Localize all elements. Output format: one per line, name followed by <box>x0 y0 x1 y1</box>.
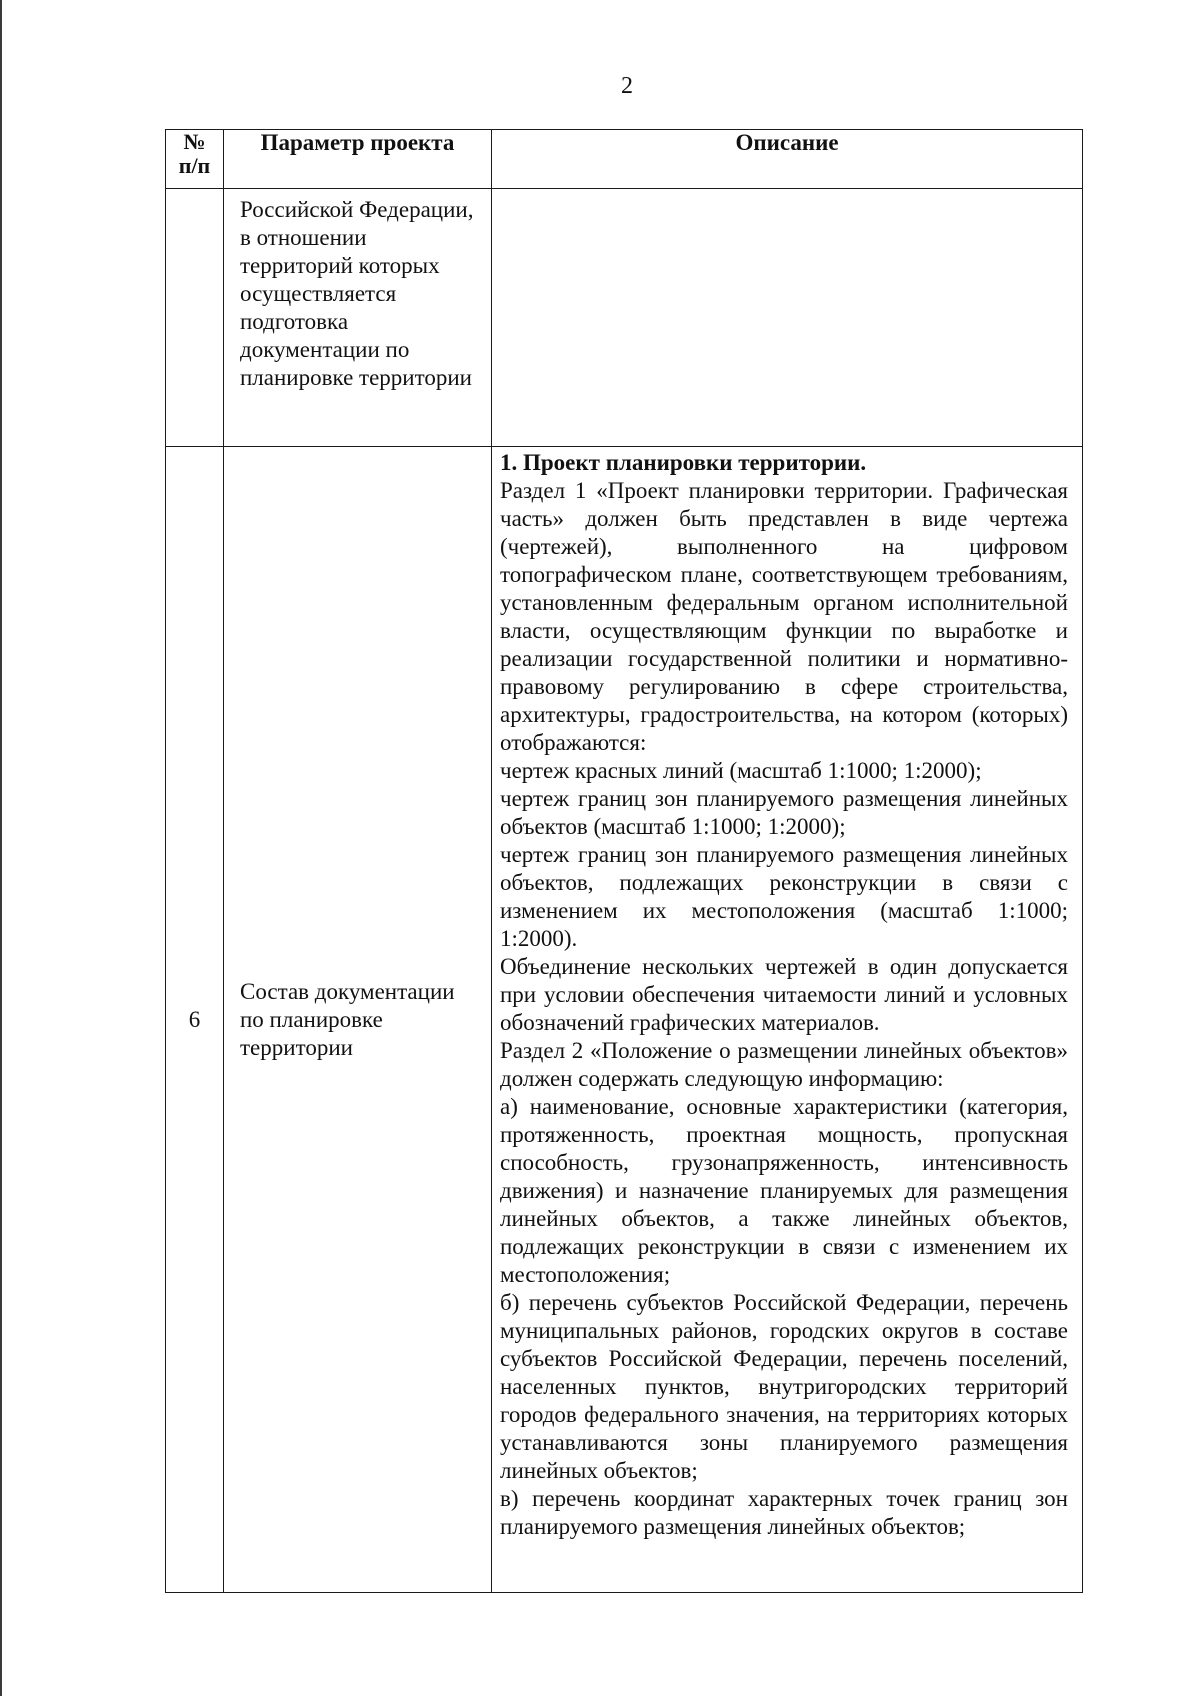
page-number: 2 <box>621 73 633 99</box>
description-paragraph: Объединение нескольких чертежей в один допускается при условии обеспечения читаемости линий и условных обозначений графических материалов. <box>500 954 1068 1035</box>
header-number <box>166 130 224 189</box>
description-paragraph: а) наименование, основные характеристики (категория, протяженность, проектная мощность, пропускная способность, грузонапряженность, интенсивность движения) и назначение планируемых для размещения линейных объектов, а также линейных объектов, подлежащих реконструкции в связи с изменением их местоположения; <box>500 1094 1068 1287</box>
description-paragraph: чертеж границ зон планируемого размещения линейных объектов, подлежащих реконструкции в связи с изменением их местоположения (масштаб 1:1000; 1:2000). <box>500 842 1068 951</box>
description-paragraph: б) перечень субъектов Российской Федерации, перечень муниципальных районов, городских округов в составе субъектов Российской Федерации, перечень поселений, населенных пунктов, внутригородских территорий городов федерального значения, на территориях которых устанавливаются зоны планируемого размещения линейных объектов; <box>500 1290 1068 1483</box>
description-paragraph: в) перечень координат характерных точек границ зон планируемого размещения линейных объектов; <box>500 1486 1068 1539</box>
row-number-cell <box>166 189 224 447</box>
table-header-row <box>166 130 1083 189</box>
section-heading: 1. Проект планировки территории. <box>500 450 867 475</box>
header-description: Описание <box>492 130 1083 189</box>
row-parameter-cell: Состав документации по планировке территории <box>224 447 492 1593</box>
description-paragraph: чертеж границ зон планируемого размещения линейных объектов (масштаб 1:1000; 1:2000); <box>500 786 1068 839</box>
table-row <box>166 447 1083 1593</box>
header-parameter: Параметр проекта <box>224 130 492 189</box>
description-paragraph: чертеж красных линий (масштаб 1:1000; 1:2000); <box>500 758 982 783</box>
parameters-table <box>165 129 1083 1593</box>
row-description-cell <box>492 447 1083 1593</box>
scan-edge <box>0 0 2 1696</box>
row-parameter-cell: Российской Федерации, в отношении территорий которых осуществляется подготовка документации по планировке территории <box>224 189 492 447</box>
description-paragraph: Раздел 2 «Положение о размещении линейных объектов» должен содержать следующую информацию: <box>500 1038 1068 1091</box>
header-number-sign: № <box>183 129 206 154</box>
row-description-cell <box>492 189 1083 447</box>
table-row <box>166 189 1083 447</box>
header-number-abbr: п/п <box>178 153 211 178</box>
row-number-cell: 6 <box>166 447 224 1593</box>
description-paragraph: Раздел 1 «Проект планировки территории. Графическая часть» должен быть представлен в виде чертежа (чертежей), выполненного на цифровом топографическом плане, соответствующем требованиям, установленным федеральным органом исполнительной власти, осуществляющим функции по выработке и реализации государственной политики и нормативно-правовому регулированию в сфере строительства, архитектуры, градостроительства, на котором (которых) отображаются: <box>500 478 1068 755</box>
